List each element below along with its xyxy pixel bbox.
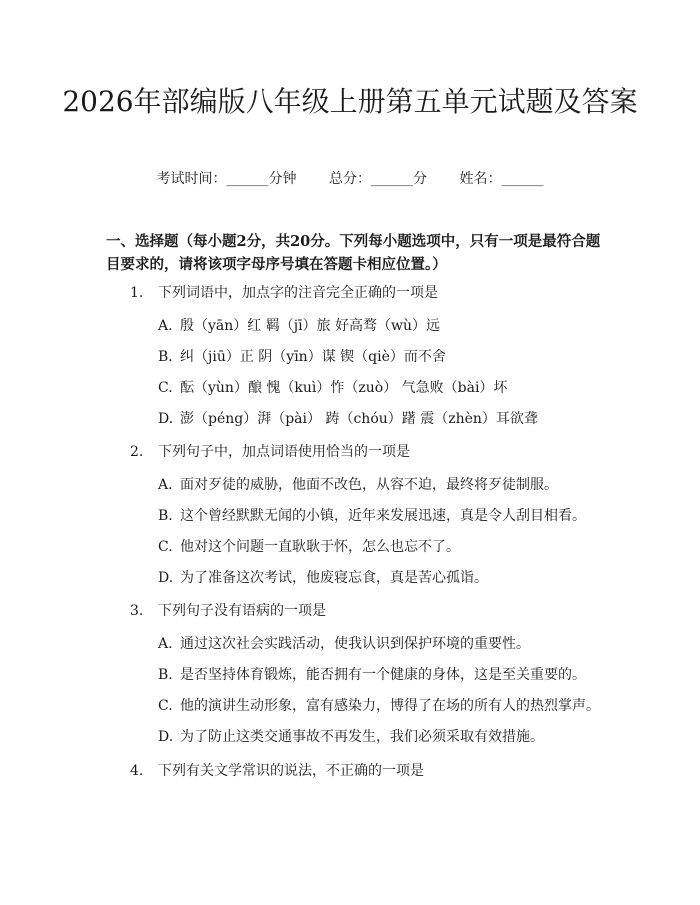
answer-option (158, 695, 600, 715)
student-name-field: 姓名：______ (459, 171, 544, 187)
option-letter: A. (158, 318, 173, 334)
answer-option (158, 346, 446, 366)
option-letter: D. (158, 729, 174, 745)
option-text: 纠（jiū）正 阴（yīn）谋 锲（qiè）而不舍 (180, 349, 446, 365)
answer-option (158, 633, 530, 653)
exam-time-field: 考试时间：______分钟 (156, 171, 297, 187)
answer-option (158, 408, 538, 428)
section-heading: 一、选择题（每小题2分，共20分。下列每小题选项中，只有一项是最符合题目要求的，请将该项字母序号填在答题卡相应位置。） (106, 233, 601, 273)
option-text: 这个曾经默默无闻的小镇，近年来发展迅速，真是令人刮目相看。 (180, 508, 586, 524)
total-score-field: 总分：______分 (329, 171, 427, 187)
option-text: 为了防止这类交通事故不再发生，我们必须采取有效措施。 (180, 729, 544, 745)
option-text: 为了准备这次考试，他废寝忘食，真是苦心孤诣。 (180, 570, 488, 586)
answer-option (158, 536, 460, 556)
question-text: 下列句子中，加点词语使用恰当的一项是 (158, 444, 410, 460)
answer-option (158, 664, 586, 684)
option-text: 他对这个问题一直耿耿于怀，怎么也忘不了。 (180, 539, 460, 555)
option-letter: B. (158, 349, 173, 365)
page-title: 2026年部编版八年级上册第五单元试题及答案 (62, 85, 638, 118)
answer-option (158, 726, 544, 746)
question-number: 1. (130, 285, 144, 301)
answer-option (158, 315, 440, 335)
question-stem (130, 441, 410, 461)
option-text: 他的演讲生动形象，富有感染力，博得了在场的所有人的热烈掌声。 (180, 698, 600, 714)
question-stem (130, 760, 424, 780)
option-letter: A. (158, 477, 173, 493)
answer-option (158, 377, 507, 397)
option-text: 通过这次社会实践活动，使我认识到保护环境的重要性。 (180, 636, 530, 652)
question-text: 下列有关文学常识的说法，不正确的一项是 (158, 763, 424, 779)
option-letter: C. (158, 698, 173, 714)
question-number: 4. (130, 763, 144, 779)
option-letter: C. (158, 539, 173, 555)
option-text: 面对歹徒的威胁，他面不改色，从容不迫，最终将歹徒制服。 (180, 477, 558, 493)
answer-option (158, 505, 586, 525)
question-text: 下列词语中，加点字的注音完全正确的一项是 (158, 285, 438, 301)
option-letter: D. (158, 570, 174, 586)
option-letter: A. (158, 636, 173, 652)
option-text: 殷（yān）红 羁（jī）旅 好高骛（wù）远 (180, 318, 440, 334)
question-stem (130, 600, 326, 620)
option-text: 澎（péng）湃（pài） 踌（chóu）躇 震（zhèn）耳欲聋 (180, 411, 538, 427)
question-text: 下列句子没有语病的一项是 (158, 603, 326, 619)
option-text: 是否坚持体育锻炼，能否拥有一个健康的身体，这是至关重要的。 (180, 667, 586, 683)
question-stem (130, 282, 438, 302)
question-number: 2. (130, 444, 144, 460)
option-letter: B. (158, 667, 173, 683)
answer-option (158, 567, 488, 587)
option-letter: C. (158, 380, 173, 396)
answer-option (158, 474, 558, 494)
option-letter: D. (158, 411, 174, 427)
option-text: 酝（yùn）酿 愧（kuì）怍（zuò） 气急败（bài）坏 (180, 380, 508, 396)
option-letter: B. (158, 508, 173, 524)
question-number: 3. (130, 603, 144, 619)
exam-meta (0, 168, 700, 188)
